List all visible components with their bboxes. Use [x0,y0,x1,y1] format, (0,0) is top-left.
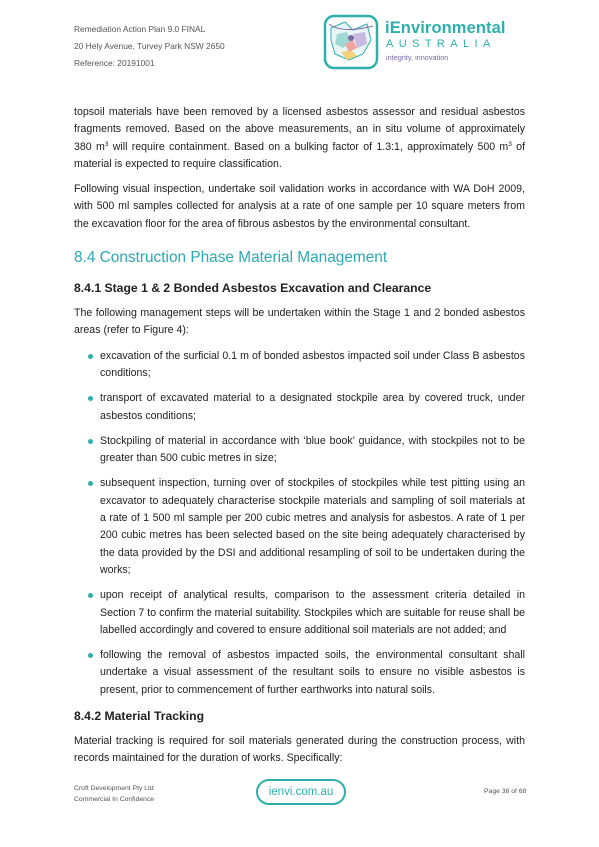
paragraph-validation: Following visual inspection, undertake soil validation works in accordance with WA DoH 2009, with 500 ml samples collected for analysis at a rate of one sample per 10 square meters from the excavation floor for the area of fibrous asbestos by the environmental consultant. [74,183,525,230]
list-item: subsequent inspection, turning over of stockpiles of stockpiles while test pitting using an excavator to adequately characterise stockpile materials and sampling of soil materials at a rate of 1 500 ml sample per 200 cubic metres and analysis for asbestos. A rate of 1 per 200 cubic metres has been selected based on the site being adequately characterised by the data provided by the DSI and additional resampling of soil to be undertaken during the works; [74,475,525,579]
logo-country: AUSTRALIA [386,38,496,50]
list-item: excavation of the surficial 0.1 m of bonded asbestos impacted soil under Class B asbestos conditions; [74,348,525,383]
logo-map-icon [323,14,379,70]
paragraph-material-tracking: Material tracking is required for soil materials generated during the construction process, with records maintained for the duration of works. Specifically: [74,735,525,765]
logo-tagline: integrity, innovation [386,53,449,62]
paragraph-management-steps: The following management steps will be undertaken within the Stage 1 and 2 bonded asbestos areas (refer to Figure 4): [74,307,525,337]
document-footer [74,783,154,805]
bullet-icon [88,653,93,658]
bullet-icon [88,439,93,444]
management-steps-list [74,348,525,699]
page-number: Page 38 of 68 [484,788,527,795]
list-item: transport of excavated material to a designated stockpile area by covered truck, under asbestos conditions; [74,390,525,425]
bullet-icon [88,481,93,486]
bullet-icon [88,354,93,359]
header-reference: Reference: 20191001 [74,58,155,68]
subsection-heading-8-4-1: 8.4.1 Stage 1 & 2 Bonded Asbestos Excavation and Clearance [74,281,432,296]
footer-website-badge: ienvi.com.au [256,779,346,805]
section-heading-8-4: 8.4 Construction Phase Material Management [74,249,388,267]
bullet-icon [88,396,93,401]
footer-company: Croft Development Pty Ltd [74,785,154,792]
document-header [74,21,225,72]
company-logo [323,14,523,76]
header-address: 20 Hely Avenue, Turvey Park NSW 2650 [74,41,225,51]
page-body [74,104,525,776]
bullet-icon [88,593,93,598]
list-item: upon receipt of analytical results, comparison to the assessment criteria detailed in Section 7 to confirm the material suitability. Stockpiles which are suitable for reuse shall be labelled accordingly and covered to ensure additional soil materials are not added; and [74,587,525,639]
subsection-heading-8-4-2: 8.4.2 Material Tracking [74,709,205,724]
list-item: following the removal of asbestos impacted soils, the environmental consultant shall undertake a visual assessment of the resultant soils to ensure no visible asbestos is present, prior to commencement of further earthworks into natural soils. [74,647,525,699]
footer-confidentiality: Commercial In Confidence [74,796,155,803]
list-item: Stockpiling of material in accordance with ‘blue book’ guidance, with stockpiles not to be greater than 500 cubic metres in size; [74,433,525,468]
header-title: Remediation Action Plan 9.0 FINAL [74,24,206,34]
paragraph-volume: topsoil materials have been removed by a licensed asbestos assessor and residual asbestos fragments removed. Based on the above measurements, an in situ volume of approximately 380 $m^3$ will require containment. Based on a bulking factor of 1.3:1, approximately 500 $m^3$ of material is expected to require classification. [74,106,526,170]
logo-name: iEnvironmental [385,19,506,37]
